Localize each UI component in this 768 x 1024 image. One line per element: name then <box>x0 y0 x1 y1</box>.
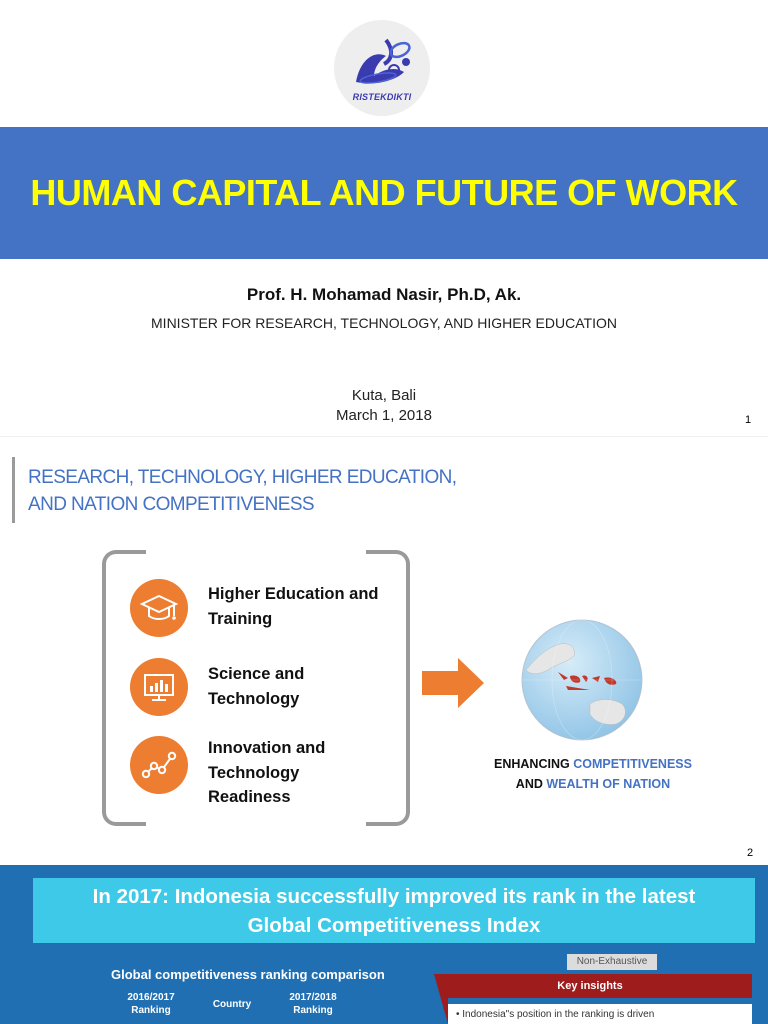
slide-headline <box>33 882 755 940</box>
item-innovation-readiness <box>208 736 325 810</box>
graduation-cap-icon <box>130 579 188 637</box>
outcome-highlight-competitiveness: COMPETITIVENESS <box>573 757 692 771</box>
outcome-line-2 <box>468 774 718 794</box>
item-science-technology <box>208 662 304 711</box>
item-label-line: Readiness <box>208 788 291 806</box>
key-insights-header: Key insights <box>448 974 752 998</box>
slide-heading-line: RESEARCH, TECHNOLOGY, HIGHER EDUCATION, <box>28 467 457 488</box>
column-header-country: Country <box>212 999 252 1010</box>
presenter-role: MINISTER FOR RESEARCH, TECHNOLOGY, AND HIGHER EDUCATION <box>151 315 617 331</box>
item-label-line: Science and <box>208 665 305 683</box>
outcome-highlight-wealth: WEALTH OF NATION <box>546 777 671 791</box>
item-label-line: Technology <box>208 689 300 708</box>
headline-box <box>33 878 755 943</box>
item-label-line: Technology <box>208 763 300 782</box>
title-slide <box>0 0 768 436</box>
slide-heading-line: AND NATION COMPETITIVENESS <box>28 494 314 515</box>
network-nodes-icon <box>130 736 188 794</box>
headline-line: In 2017: Indonesia successfully improved its rank in the latest <box>92 885 696 908</box>
competitiveness-slide <box>0 436 768 865</box>
item-label-line: Higher Education and <box>208 585 379 603</box>
monitor-chart-icon <box>130 658 188 716</box>
column-header-line: Ranking <box>293 1005 333 1016</box>
non-exhaustive-badge: Non-Exhaustive <box>567 954 657 970</box>
item-higher-education <box>208 582 379 631</box>
item-label-line: Innovation and <box>208 739 326 757</box>
outcome-caption <box>468 754 718 794</box>
outcome-line-1 <box>468 754 718 774</box>
key-insights-body: • Indonesia"s position in the ranking is driven <box>448 1004 752 1024</box>
page-number: 1 <box>745 414 752 426</box>
column-header-2017 <box>280 991 346 1017</box>
event-location: Kuta, Bali <box>351 387 417 404</box>
slide-heading <box>28 464 456 518</box>
item-label-line: Training <box>208 609 273 628</box>
outcome-prefix: ENHANCING <box>494 757 574 771</box>
presentation-title: HUMAN CAPITAL AND FUTURE OF WORK <box>30 172 738 213</box>
logo-text: RISTEKDIKTI <box>352 92 412 102</box>
globe-icon <box>520 618 644 742</box>
headline-line: Global Competitiveness Index <box>247 914 541 937</box>
ranking-table-title: Global competitiveness ranking comparison <box>111 967 385 982</box>
ristekdikti-logo <box>334 20 430 116</box>
presenter-name: Prof. H. Mohamad Nasir, Ph.D, Ak. <box>246 285 522 304</box>
column-header-line: Ranking <box>131 1005 171 1016</box>
right-arrow-icon <box>422 658 484 708</box>
heading-accent-bar <box>12 457 15 523</box>
column-header-line: 2017/2018 <box>289 992 337 1003</box>
page-number: 2 <box>747 847 754 859</box>
event-date: March 1, 2018 <box>336 407 432 424</box>
outcome-prefix: AND <box>515 777 547 791</box>
gci-slide <box>0 865 768 1024</box>
key-insights-wedge <box>434 974 448 1024</box>
column-header-2016 <box>118 991 184 1017</box>
column-header-line: 2016/2017 <box>127 992 175 1003</box>
